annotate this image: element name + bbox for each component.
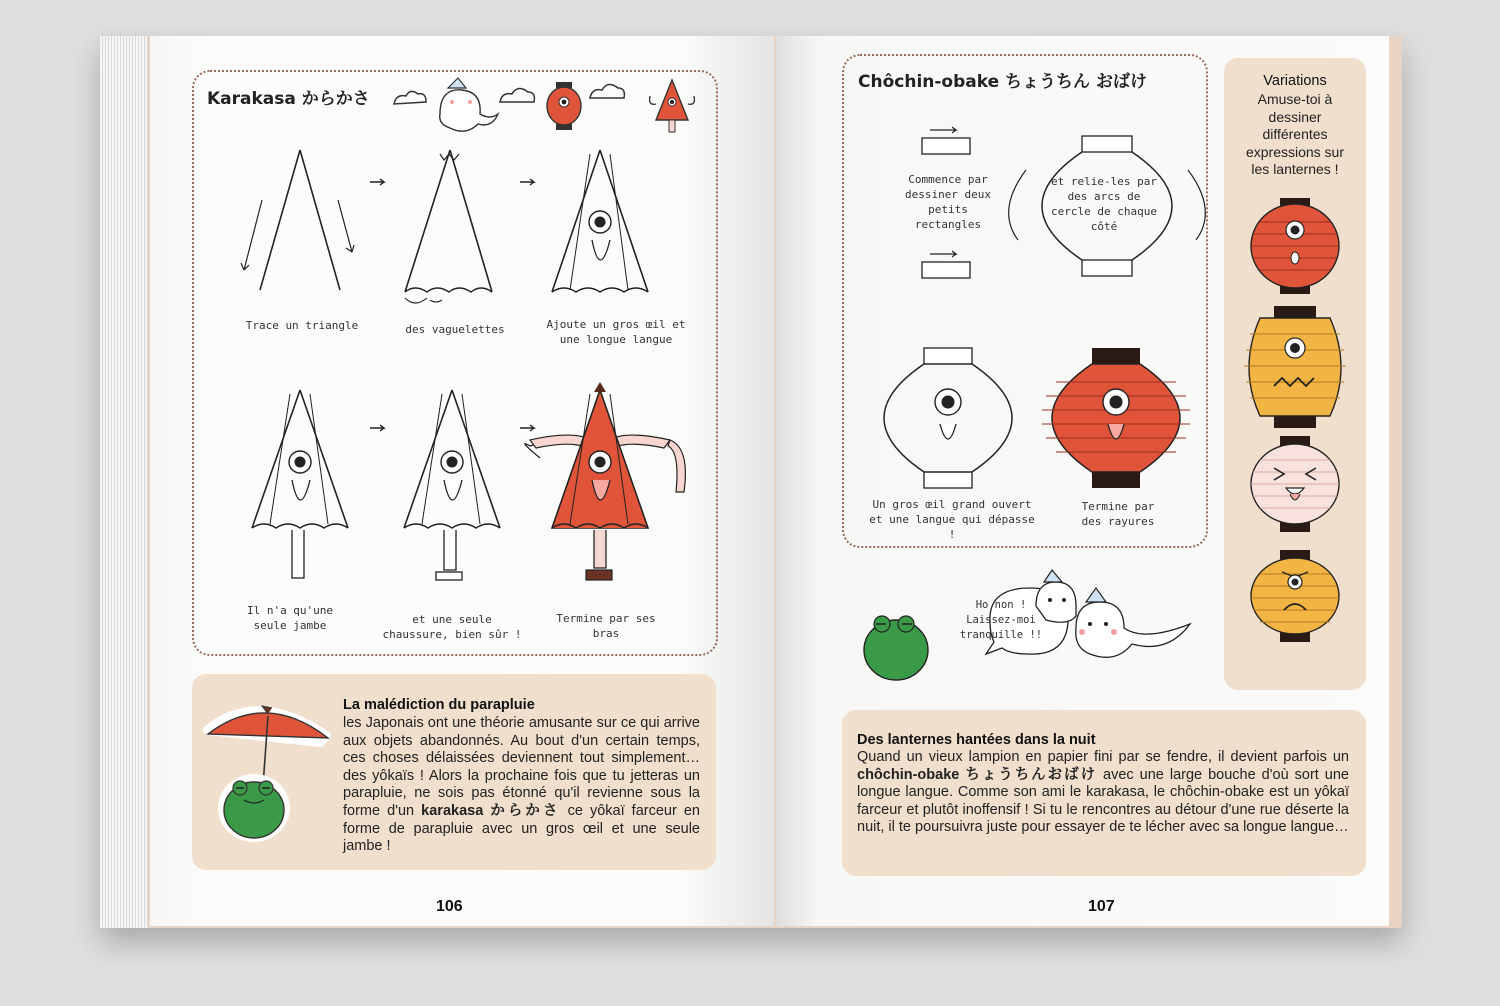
page-number-left: 106 [436, 898, 463, 915]
surprised-lantern-icon [1251, 198, 1339, 294]
step-label-5: et une seule chaussure, bien sûr ! [382, 613, 522, 641]
lantern-variations-drawing [1240, 196, 1350, 676]
arrow-icon [520, 179, 534, 185]
umbrella-icon [650, 80, 695, 132]
angry-lantern-icon [1244, 306, 1346, 428]
haunted-text-part2: avec une large bouche d'où sort une longue langue. Comme son ami le karakasa, le chôchin-obake est un yôkaï farceur et plutôt inoffensif ! Si tu le rencontres au détour d'une rue déserte la nuit, il te poursuivra juste pour essayer de te lécher avec sa longue langue… [857, 766, 1349, 836]
step4-leg-drawing [252, 390, 348, 578]
karakasa-keyword: karakasa からかさ [421, 802, 561, 819]
ghost-icon [1076, 588, 1190, 657]
step3-face-drawing [884, 348, 1012, 488]
ghost-icon [440, 78, 498, 131]
haunted-panel-title: Des lanternes hantées dans la nuit [857, 732, 1096, 748]
variations-text: Amuse-toi à dessiner différentes expressions sur les lanternes ! [1245, 91, 1345, 178]
chochin-step-label-2: et relie-les par des arcs de cercle de chaque côté [1051, 175, 1157, 233]
step-label-1: Trace un triangle [245, 319, 359, 332]
step5-shoe-drawing [404, 390, 500, 580]
variations-title: Variations [1263, 73, 1327, 89]
chochin-step-label-1: Commence par dessiner deux petits rectangles [904, 173, 992, 231]
step-label-2: des vaguelettes [405, 323, 505, 336]
step2-waves-drawing [405, 150, 492, 303]
curse-text-part2: ce yôkaï farceur en forme de parapluie avec un gros œil et une seule jambe ! [343, 802, 701, 855]
lantern-icon [547, 82, 581, 130]
page-number-right: 107 [1088, 898, 1115, 915]
arrow-icon [520, 425, 534, 431]
step6-arms-drawing [525, 382, 686, 580]
curse-panel-text [343, 715, 700, 860]
haunted-text-part1: Quand un vieux lampion en papier fini par se fendre, il devient parfois un [857, 749, 1349, 765]
sad-lantern-icon [1251, 550, 1339, 642]
frog-umbrella-sticker [200, 690, 340, 860]
ghost-speech-text: Ho non ! Laissez-moi tranquille !! [959, 599, 1043, 641]
arrow-icon [370, 179, 384, 185]
curse-text-part1: les Japonais ont une théorie amusante sur ce qui arrive aux objets abandonnés. Au bout d'un certain temps, ces choses délaissées deviennent tout simplement… des yôkaïs ! Alors la prochaine fois que tu jetteras un parapluie, ne sois pas étonné qu'il revienne sous la forme d'un [343, 715, 700, 819]
chochin-step-label-3: Un gros œil grand ouvert et une langue qui dépasse ! [869, 498, 1035, 541]
karakasa-steps-drawing [230, 140, 710, 640]
step4-stripes-drawing [1042, 348, 1190, 488]
chochin-keyword: chôchin-obake ちょうちんおばけ [857, 766, 1098, 783]
step-label-6: Termine par ses bras [556, 612, 656, 640]
step3-eye-tongue-drawing [552, 150, 648, 292]
frog-icon [864, 616, 928, 680]
step-label-4: Il n'a qu'une seule jambe [246, 604, 334, 632]
page-edges [100, 36, 148, 928]
karakasa-title: Karakasa からかさ [207, 89, 370, 109]
curse-panel-title: La malédiction du parapluie [343, 697, 535, 713]
step-label-3: Ajoute un gros œil et une longue langue [546, 318, 686, 346]
chochin-title: Chôchin-obake ちょうちん おばけ [858, 72, 1147, 92]
chochin-step-label-4: Termine par des rayures [1081, 500, 1155, 528]
step1-triangle-drawing [241, 150, 354, 290]
header-decoration-icons [390, 74, 720, 138]
happy-lantern-icon [1251, 436, 1339, 532]
haunted-panel-text [857, 749, 1349, 861]
arrow-icon [370, 425, 384, 431]
